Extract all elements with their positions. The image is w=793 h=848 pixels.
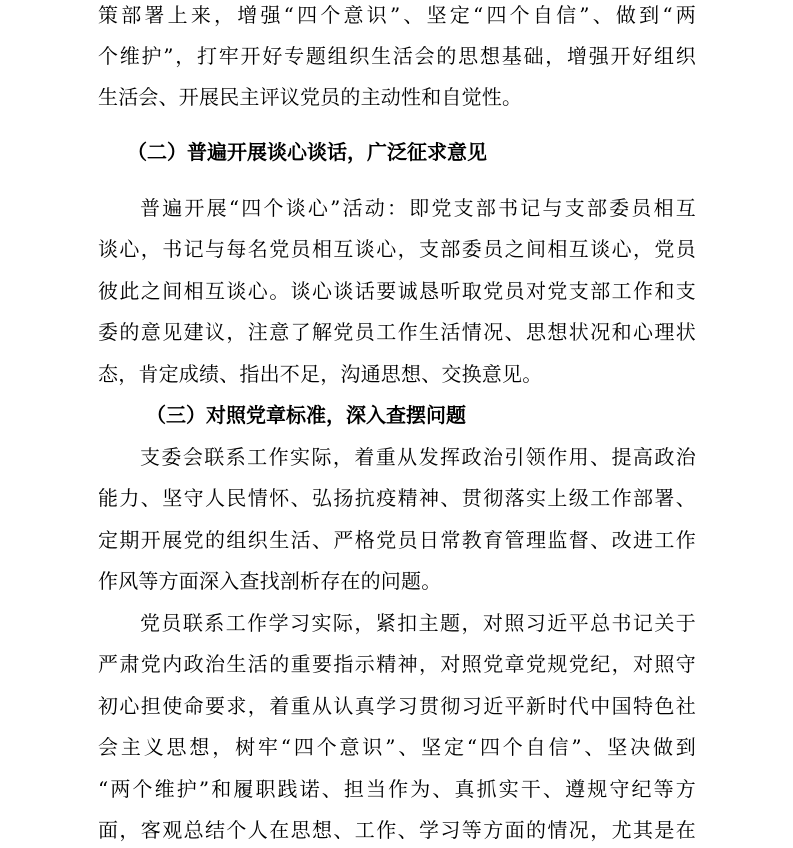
body-text-line: 态，肯定成绩、指出不足，沟通思想、交换意见。 [98, 362, 543, 386]
body-text-line: 面，客观总结个人在思想、工作、学习等方面的情况，尤其是在 [98, 818, 696, 842]
body-text-line: 严肃党内政治生活的重要指示精神，对照党章党规党纪，对照守 [98, 652, 696, 676]
body-text-line: 策部署上来，增强“四个意识”、坚定“四个自信”、做到“两 [98, 3, 696, 27]
body-text-line: 党员联系工作学习实际，紧扣主题，对照习近平总书记关于 [140, 611, 696, 635]
body-text-line: 生活会、开展民主评议党员的主动性和自觉性。 [98, 85, 523, 109]
body-text-line: 定期开展党的组织生活、严格党员日常教育管理监督、改进工作 [98, 528, 696, 552]
body-text-line: 初心担使命要求，着重从认真学习贯彻习近平新时代中国特色社 [98, 694, 696, 718]
section-heading: （二）普遍开展谈心谈话，广泛征求意见 [127, 140, 487, 164]
body-text-line: “两个维护”和履职践诺、担当作为、真抓实干、遵规守纪等方 [98, 777, 696, 801]
body-text-line: 会主义思想，树牢“四个意识”、坚定“四个自信”、坚决做到 [98, 735, 696, 759]
body-text-line: 支委会联系工作实际，着重从发挥政治引领作用、提高政治 [140, 445, 696, 469]
section-heading: （三）对照党章标准，深入查摆问题 [146, 403, 466, 427]
body-text-line: 能力、坚守人民情怀、弘扬抗疫精神、贯彻落实上级工作部署、 [98, 486, 696, 510]
body-text-line: 个维护”，打牢开好专题组织生活会的思想基础，增强开好组织 [98, 44, 696, 68]
body-text-line: 普遍开展“四个谈心”活动：即党支部书记与支部委员相互 [140, 196, 696, 220]
body-text-line: 作风等方面深入查找剖析存在的问题。 [98, 569, 442, 593]
body-text-line: 彼此之间相互谈心。谈心谈话要诚恳听取党员对党支部工作和支 [98, 279, 696, 303]
body-text-line: 谈心，书记与每名党员相互谈心，支部委员之间相互谈心，党员 [98, 237, 696, 261]
body-text-line: 委的意见建议，注意了解党员工作生活情况、思想状况和心理状 [98, 320, 696, 344]
